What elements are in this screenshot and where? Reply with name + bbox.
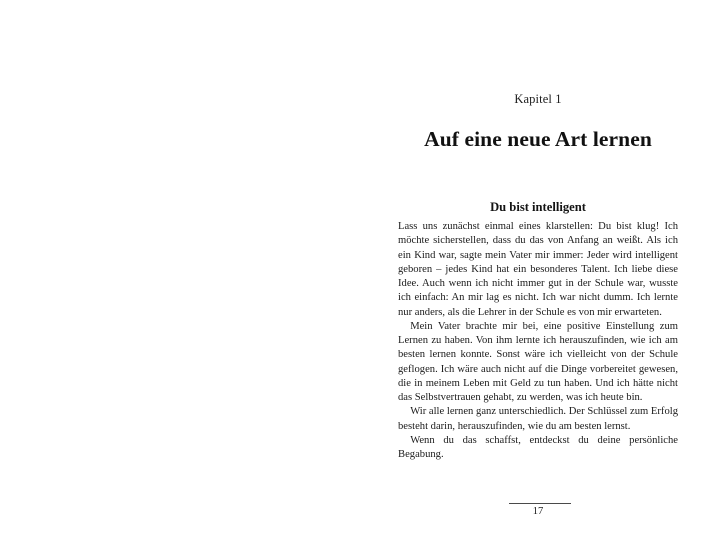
paragraph: Mein Vater brachte mir bei, eine positive Einstellung zum Lernen zu haben. Von ihm lernte ich herauszufinden, wie ich am besten lernen konnte. Sonst wäre ich vielleicht von der Schule geflogen. Ich wäre auch nicht auf die Dinge vorbereitet gewesen, die in meinem Leben mit Geld zu tun haben. Und ich hätte nicht das Selbstvertrauen gehabt, zu werden, was ich heute bin. [398,320,678,403]
text-block [398,0,678,539]
chapter-label: Kapitel 1 [514,92,562,106]
page-title: Auf eine neue Art lernen [424,127,652,152]
folio-divider-rule [509,503,571,504]
page-number: 17 [532,506,544,517]
recto-page [360,0,720,539]
paragraph: Wenn du das schaffst, entdeckst du deine persönliche Begabung. [398,434,678,460]
section-heading: Du bist intelligent [490,200,586,215]
body-copy [398,220,678,462]
paragraph: Lass uns zunächst einmal eines klarstellen: Du bist klug! Ich möchte sicherstellen, dass du das von Anfang an weißt. Als ich ein Kind war, sagte mein Vater mir immer: Jeder wird intelligent geboren – jedes Kind hat ein besonderes Talent. Ich liebe diese Idee. Auch wenn ich nicht immer gut in der Schule war, wusste ich einfach: An mir lag es nicht. Ich war nicht dumm. Ich lernte nur anders, als die Lehrer in der Schule es von mir erwarteten. [398,221,678,318]
paragraph: Wir alle lernen ganz unterschiedlich. Der Schlüssel zum Erfolg besteht darin, herauszufinden, wie du am besten lernst. [398,406,678,432]
